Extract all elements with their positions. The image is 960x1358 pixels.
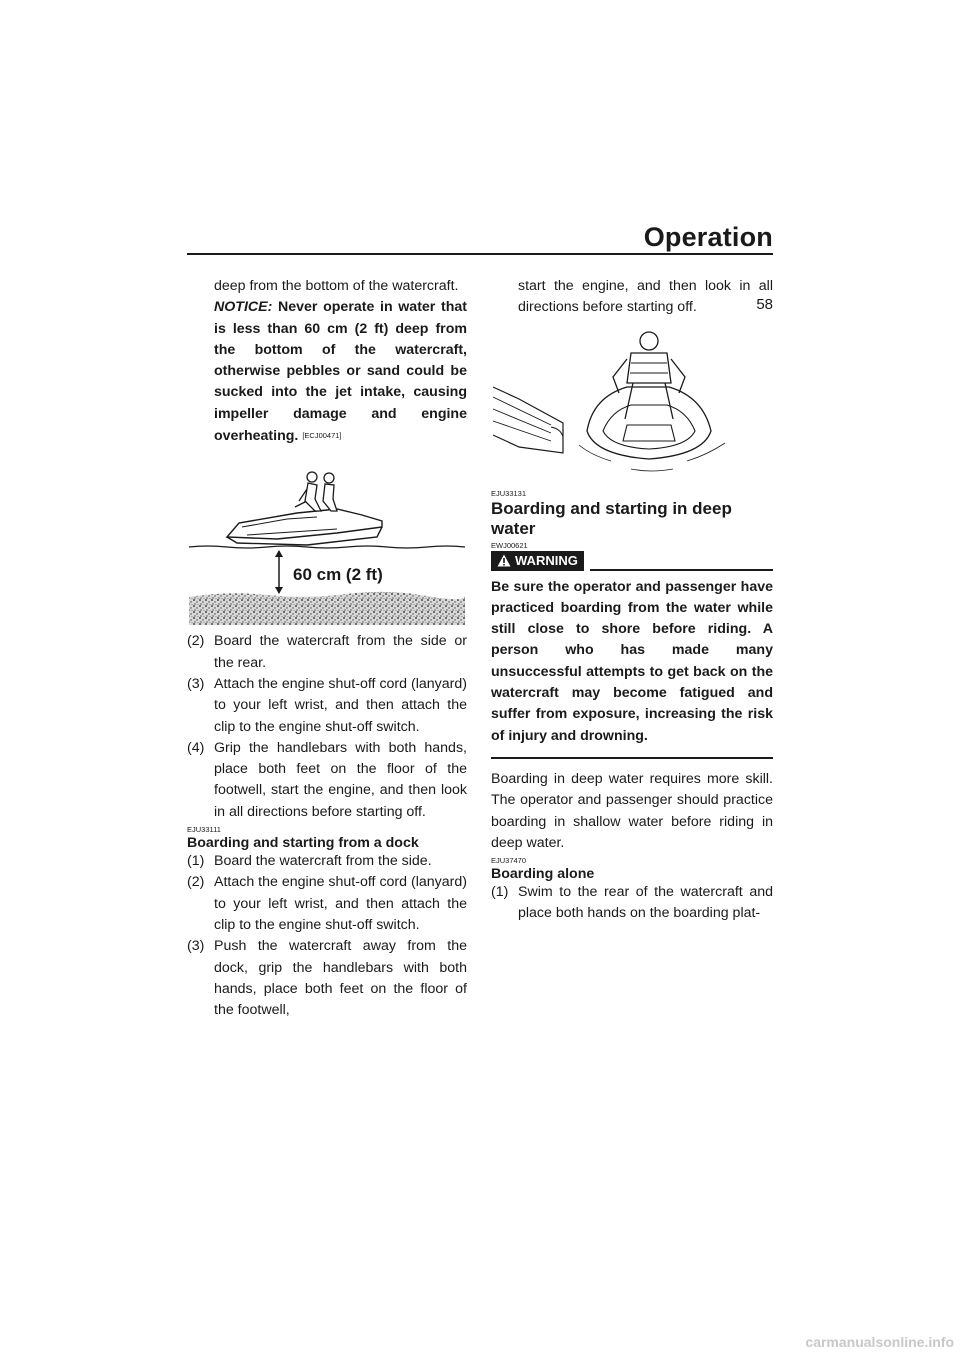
continued-text: start the engine, and then look in all directions before starting off.	[518, 278, 773, 316]
alone-step-list	[491, 882, 773, 925]
depth-label: 60 cm (2 ft)	[293, 565, 383, 585]
notice-code: [ECJ00471]	[302, 431, 342, 441]
warning-icon	[497, 554, 511, 567]
section-code: EJU37470	[491, 856, 527, 866]
left-column	[187, 276, 467, 1021]
section-heading-dock: Boarding and starting from a dock	[187, 835, 419, 852]
section-code: EJU33111	[187, 825, 221, 835]
list-item: (3) Push the watercraft away from the dock, grip the handlebars with both hands, place both feet on the floor of the footwell,	[187, 938, 467, 1019]
notice-paragraph	[187, 297, 467, 447]
dock-step-list	[187, 851, 467, 1021]
page-number: 58	[756, 296, 773, 313]
body-paragraph: Boarding in deep water requires more skill. The operator and passenger should practice boarding in shallow water before riding in deep water.	[491, 770, 773, 851]
list-item: (1) Swim to the rear of the watercraft and place both hands on the boarding plat-	[491, 884, 773, 922]
list-item: (1) Board the watercraft from the side.	[187, 853, 432, 870]
notice-text: Never operate in water that is less than 60 cm (2 ft) deep from the bottom of the watercraft, otherwise pebbles or sand could be sucked into the jet intake, causing impeller damage and engine overheating.	[214, 299, 467, 445]
warning-code: EWJ00621	[491, 540, 528, 550]
warning-bottom-rule	[491, 757, 773, 759]
list-item: (3) Attach the engine shut-off cord (lanyard) to your left wrist, and then attach the clip to the engine shut-off switch.	[187, 675, 467, 735]
list-item: (4) Grip the handlebars with both hands, place both feet on the floor of the footwell, start the engine, and then look in all directions before starting off.	[187, 739, 467, 820]
right-column	[491, 276, 773, 925]
continued-text: deep from the bottom of the watercraft.	[214, 278, 459, 294]
step-list	[187, 631, 467, 823]
section-code: EJU33131	[491, 488, 527, 498]
section-heading-alone: Boarding alone	[491, 866, 595, 883]
section-heading-deep: Boarding and starting in deep water	[491, 498, 732, 538]
page-title: Operation	[643, 222, 773, 252]
watercraft-depth-figure	[187, 455, 467, 625]
notice-label: NOTICE:	[214, 299, 273, 316]
warning-text: Be sure the operator and passenger have practiced boarding from the water while still close to shore before riding. A person who has made many unsuccessful attempts to get back on the watercraft may become fatigued and suffer from exposure, increasing the risk of injury and drowning.	[491, 578, 773, 744]
header-rule	[187, 253, 773, 255]
warning-badge: WARNING	[491, 551, 584, 571]
watermark: carmanualsonline.info	[805, 1334, 954, 1350]
dock-boarding-figure	[491, 327, 773, 483]
warning-rule	[590, 569, 773, 571]
list-item: (2) Attach the engine shut-off cord (lanyard) to your left wrist, and then attach the clip to the engine shut-off switch.	[187, 874, 467, 933]
list-item: (2) Board the watercraft from the side or the rear.	[187, 633, 467, 671]
warning-header	[491, 551, 773, 571]
